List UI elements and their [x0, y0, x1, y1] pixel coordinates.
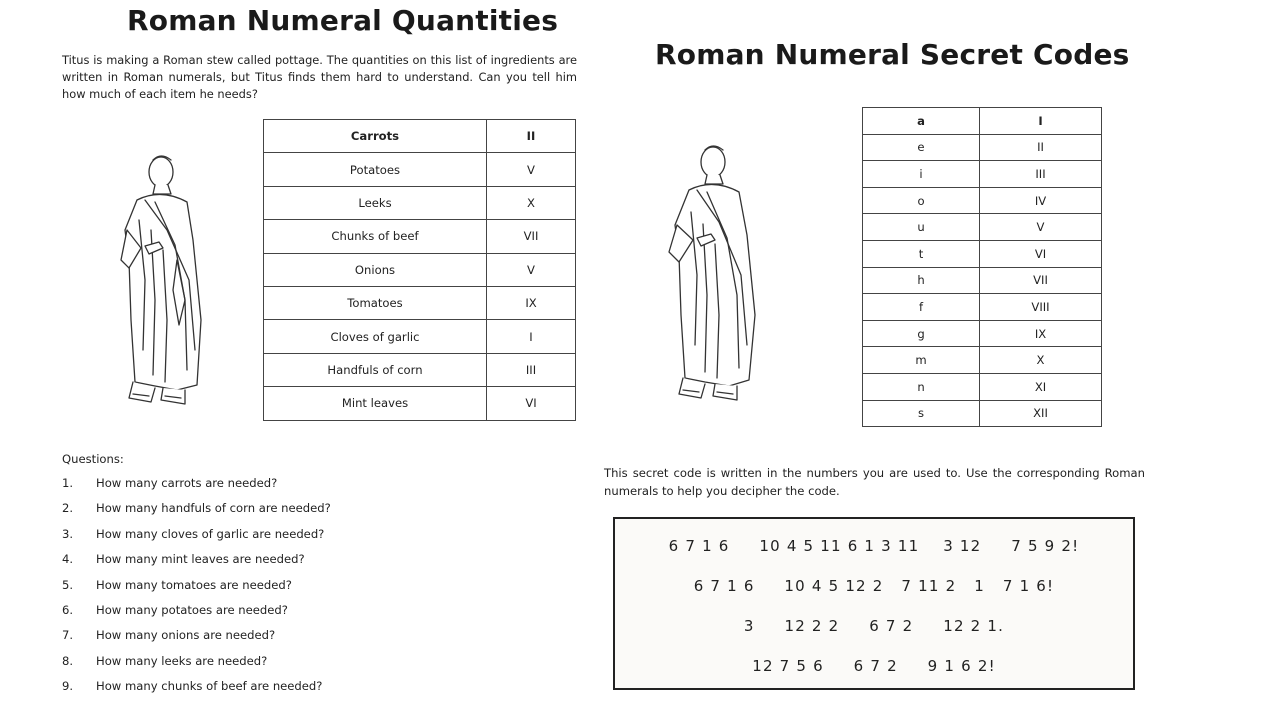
- code-row: [863, 161, 1102, 188]
- ingredient-numeral: II: [487, 120, 576, 153]
- roman-figure-illustration: [665, 140, 765, 410]
- question-text: How many chunks of beef are needed?: [96, 679, 323, 694]
- code-letter: g: [863, 320, 980, 347]
- code-numeral: IX: [980, 320, 1102, 347]
- code-numeral: IV: [980, 187, 1102, 214]
- question-item: [62, 679, 331, 704]
- ingredient-name: Cloves of garlic: [264, 320, 487, 353]
- ingredient-name: Mint leaves: [264, 387, 487, 420]
- code-letter: h: [863, 267, 980, 294]
- code-numeral: V: [980, 214, 1102, 241]
- question-item: [62, 628, 331, 653]
- code-row: [863, 187, 1102, 214]
- code-letter: f: [863, 294, 980, 321]
- code-row: [863, 294, 1102, 321]
- question-number: 8.: [62, 653, 74, 668]
- code-row: [863, 267, 1102, 294]
- ingredient-numeral: V: [487, 153, 576, 186]
- question-text: How many cloves of garlic are needed?: [96, 526, 325, 541]
- code-row: [863, 240, 1102, 267]
- secret-code-line: 6 7 1 6 10 4 5 12 2 7 11 2 1 7 1 6!: [693, 577, 1055, 595]
- code-intro-paragraph: This secret code is written in the numbers you are used to. Use the corresponding Roman numerals to help you decipher the code.: [604, 466, 1145, 498]
- roman-figure-illustration: [115, 150, 215, 410]
- code-letter: e: [863, 134, 980, 161]
- ingredient-row: [264, 353, 576, 386]
- question-number: 2.: [62, 501, 74, 516]
- ingredient-row: [264, 387, 576, 420]
- question-number: 1.: [62, 476, 74, 490]
- question-number: 3.: [62, 526, 74, 541]
- code-numeral: II: [980, 134, 1102, 161]
- ingredient-name: Potatoes: [264, 153, 487, 186]
- code-letter: s: [863, 400, 980, 427]
- code-row: [863, 400, 1102, 427]
- ingredient-numeral: IX: [487, 286, 576, 319]
- code-row: [863, 373, 1102, 400]
- question-item: [62, 552, 331, 577]
- question-text: How many tomatoes are needed?: [96, 577, 292, 592]
- ingredient-row: [264, 253, 576, 286]
- code-letter: n: [863, 373, 980, 400]
- code-key-table: [862, 107, 1102, 427]
- code-letter: u: [863, 214, 980, 241]
- questions-list: [62, 476, 331, 705]
- question-item: [62, 654, 331, 679]
- question-number: 7.: [62, 628, 74, 643]
- question-number: 9.: [62, 679, 74, 694]
- question-text: How many potatoes are needed?: [96, 602, 288, 617]
- code-row: [863, 320, 1102, 347]
- question-text: How many handfuls of corn are needed?: [96, 501, 331, 516]
- page-title-quantities: Roman Numeral Quantities: [127, 4, 559, 37]
- question-number: 4.: [62, 552, 74, 567]
- code-letter: a: [863, 108, 980, 135]
- secret-code-box: [613, 517, 1135, 690]
- question-item: [62, 603, 331, 628]
- question-item: [62, 578, 331, 603]
- ingredient-numeral: X: [487, 186, 576, 219]
- ingredient-name: Tomatoes: [264, 286, 487, 319]
- intro-paragraph: Titus is making a Roman stew called pottage. The quantities on this list of ingredients are written in Roman numerals, but Titus finds them hard to understand. Can you tell him how much of each item he needs?: [62, 53, 577, 101]
- question-text: How many leeks are needed?: [96, 653, 268, 668]
- ingredient-row: [264, 186, 576, 219]
- question-number: 5.: [62, 577, 74, 592]
- ingredient-name: Carrots: [264, 120, 487, 153]
- questions-heading: Questions:: [62, 452, 124, 466]
- code-row: [863, 214, 1102, 241]
- code-numeral: VI: [980, 240, 1102, 267]
- ingredient-numeral: I: [487, 320, 576, 353]
- ingredient-name: Onions: [264, 253, 487, 286]
- code-numeral: I: [980, 108, 1102, 135]
- question-item: [62, 476, 331, 501]
- ingredient-row: [264, 286, 576, 319]
- code-letter: o: [863, 187, 980, 214]
- code-numeral: X: [980, 347, 1102, 374]
- code-letter: i: [863, 161, 980, 188]
- ingredient-numeral: VII: [487, 220, 576, 253]
- code-letter: t: [863, 240, 980, 267]
- secret-code-line: 3 12 2 2 6 7 2 12 2 1.: [743, 617, 1005, 635]
- ingredient-name: Handfuls of corn: [264, 353, 487, 386]
- question-number: 6.: [62, 602, 74, 617]
- code-numeral: III: [980, 161, 1102, 188]
- ingredient-numeral: V: [487, 253, 576, 286]
- secret-code-line: 12 7 5 6 6 7 2 9 1 6 2!: [752, 657, 996, 675]
- code-numeral: XI: [980, 373, 1102, 400]
- ingredient-name: Chunks of beef: [264, 220, 487, 253]
- ingredients-table: [263, 119, 576, 421]
- question-text: How many mint leaves are needed?: [96, 552, 305, 567]
- ingredient-name: Leeks: [264, 186, 487, 219]
- code-letter: m: [863, 347, 980, 374]
- code-numeral: XII: [980, 400, 1102, 427]
- ingredient-row: [264, 120, 576, 153]
- question-item: [62, 527, 331, 552]
- question-item: [62, 501, 331, 526]
- ingredient-row: [264, 153, 576, 186]
- ingredient-row: [264, 220, 576, 253]
- ingredient-numeral: VI: [487, 387, 576, 420]
- code-row: [863, 108, 1102, 135]
- code-row: [863, 134, 1102, 161]
- question-text: How many onions are needed?: [96, 628, 276, 643]
- ingredient-row: [264, 320, 576, 353]
- ingredient-numeral: III: [487, 353, 576, 386]
- question-text: How many carrots are needed?: [96, 476, 278, 490]
- page-title-secret-codes: Roman Numeral Secret Codes: [655, 38, 1130, 71]
- code-row: [863, 347, 1102, 374]
- code-numeral: VII: [980, 267, 1102, 294]
- code-numeral: VIII: [980, 294, 1102, 321]
- secret-code-line: 6 7 1 6 10 4 5 11 6 1 3 11 3 12 7 5 9 2!: [668, 537, 1080, 555]
